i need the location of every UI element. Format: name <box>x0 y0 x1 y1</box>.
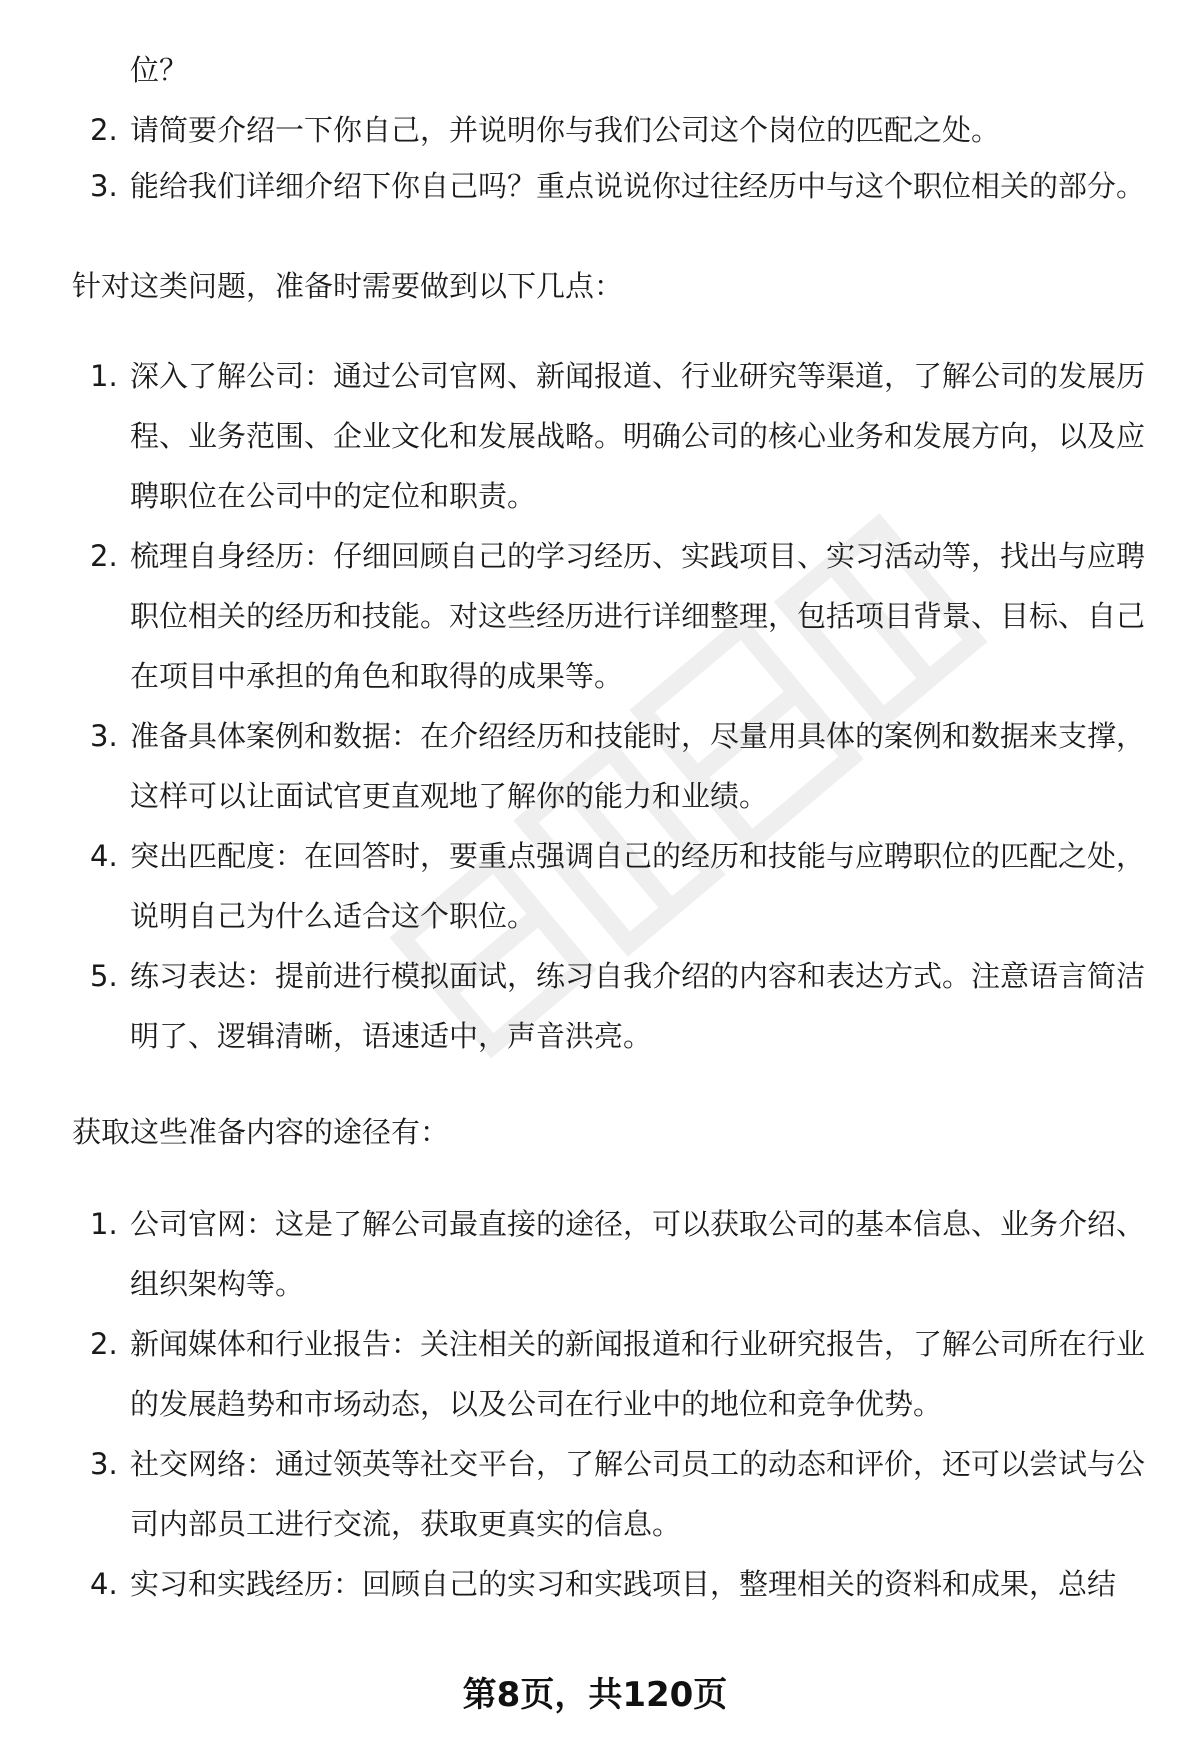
list-item-text: 突出匹配度：在回答时，要重点强调自己的经历和技能与应聘职位的匹配之处，说明自己为什么适合这个职位。 <box>130 839 1146 933</box>
list-item <box>72 526 1162 706</box>
list-number: 2. <box>90 113 118 147</box>
preparation-list <box>72 346 1162 1066</box>
list-number: 4. <box>90 1567 118 1601</box>
list-item <box>72 706 1162 826</box>
list-item <box>72 1554 1162 1614</box>
list-number: 2. <box>90 1327 118 1361</box>
list-number: 1. <box>90 359 118 393</box>
intro-question-list <box>72 100 1162 216</box>
list-number: 2. <box>90 539 118 573</box>
list-number: 3. <box>90 1447 118 1481</box>
list-item-text: 能给我们详细介绍下你自己吗？重点说说你过往经历中与这个职位相关的部分。 <box>130 169 1146 203</box>
list-item-text: 深入了解公司：通过公司官网、新闻报道、行业研究等渠道，了解公司的发展历程、业务范围、企业文化和发展战略。明确公司的核心业务和发展方向，以及应聘职位在公司中的定位和职责。 <box>130 359 1146 513</box>
list-number: 3. <box>90 169 118 203</box>
list-item-text: 社交网络：通过领英等社交平台，了解公司员工的动态和评价，还可以尝试与公司内部员工进行交流，获取更真实的信息。 <box>130 1447 1146 1541</box>
list-item-text: 新闻媒体和行业报告：关注相关的新闻报道和行业研究报告，了解公司所在行业的发展趋势和市场动态，以及公司在行业中的地位和竞争优势。 <box>130 1327 1146 1421</box>
continued-line: 位？ <box>130 53 189 87</box>
list-number: 3. <box>90 719 118 753</box>
list-item <box>72 156 1162 216</box>
sources-list <box>72 1194 1162 1614</box>
section-heading: 针对这类问题，准备时需要做到以下几点： <box>72 269 624 303</box>
list-item-text: 练习表达：提前进行模拟面试，练习自我介绍的内容和表达方式。注意语言简洁明了、逻辑清晰，语速适中，声音洪亮。 <box>130 959 1146 1053</box>
list-item-text: 梳理自身经历：仔细回顾自己的学习经历、实践项目、实习活动等，找出与应聘职位相关的经历和技能。对这些经历进行详细整理，包括项目背景、目标、自己在项目中承担的角色和取得的成果等。 <box>130 539 1146 693</box>
list-item-text: 请简要介绍一下你自己，并说明你与我们公司这个岗位的匹配之处。 <box>130 113 1001 147</box>
list-item <box>72 1194 1162 1314</box>
list-item <box>72 100 1162 160</box>
list-number: 4. <box>90 839 118 873</box>
list-item <box>72 946 1162 1066</box>
list-item-text: 实习和实践经历：回顾自己的实习和实践项目，整理相关的资料和成果，总结 <box>130 1567 1117 1601</box>
list-number: 1. <box>90 1207 118 1241</box>
list-item <box>72 1314 1162 1434</box>
list-number: 5. <box>90 959 118 993</box>
page-footer: 第8页，共120页 <box>462 1675 728 1715</box>
document-body <box>72 40 1162 1614</box>
list-item <box>72 346 1162 526</box>
section-heading: 获取这些准备内容的途径有： <box>72 1115 450 1149</box>
list-item <box>72 826 1162 946</box>
list-item <box>72 1434 1162 1554</box>
list-item-text: 公司官网：这是了解公司最直接的途径，可以获取公司的基本信息、业务介绍、组织架构等。 <box>130 1207 1146 1301</box>
list-item-text: 准备具体案例和数据：在介绍经历和技能时，尽量用具体的案例和数据来支撑，这样可以让面试官更直观地了解你的能力和业绩。 <box>130 719 1146 813</box>
